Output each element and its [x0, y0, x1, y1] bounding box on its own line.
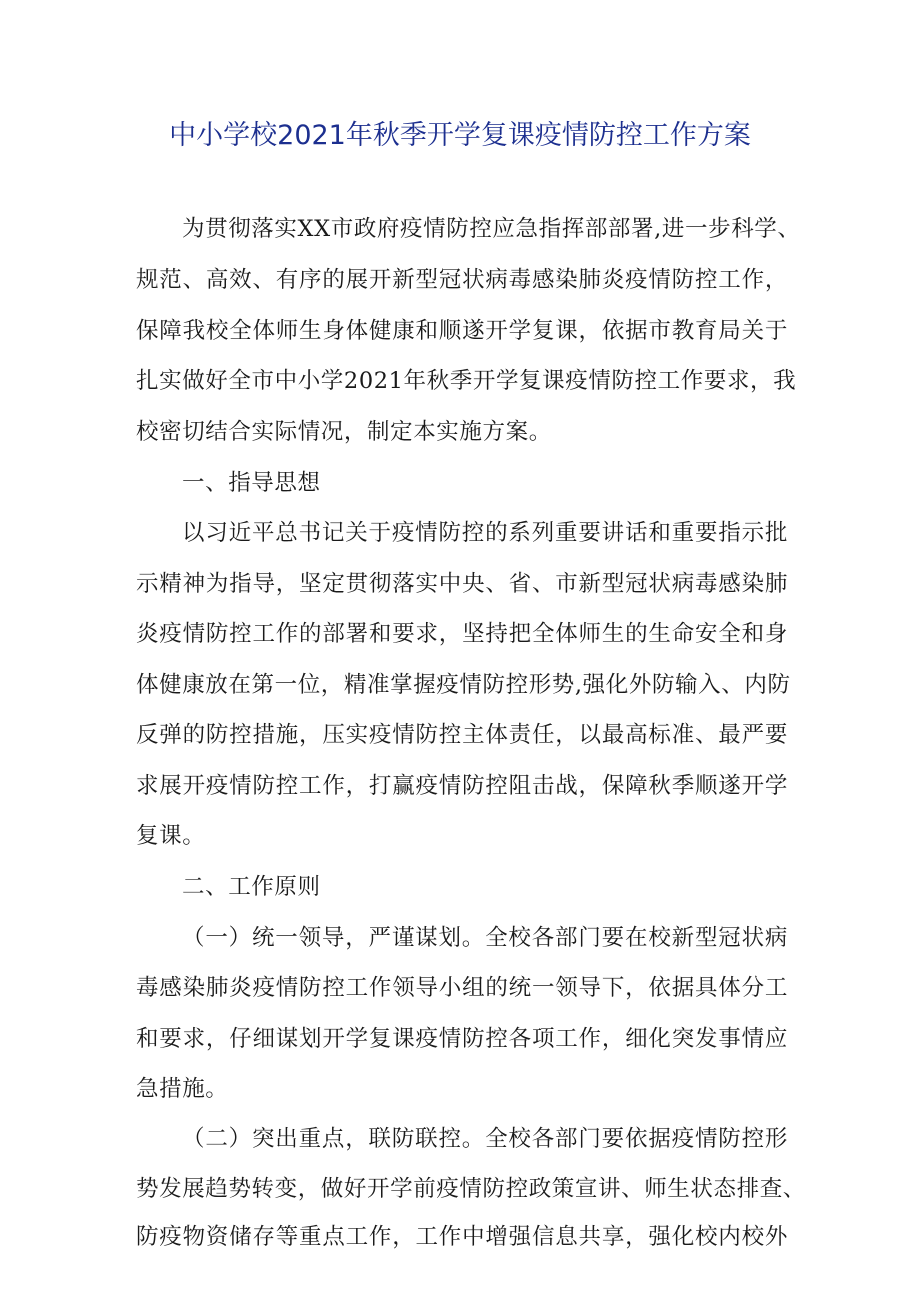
- paragraph-line: 防疫物资储存等重点工作，工作中增强信息共享，强化校内校外: [136, 1224, 788, 1250]
- paragraph-line: 反弹的防控措施，压实疫情防控主体责任，以最高标准、最严要: [136, 722, 788, 748]
- paragraph-line: （一）统一领导，严谨谋划。全校各部门要在校新型冠状病: [182, 925, 788, 951]
- paragraph-line: 为贯彻落实XX市政府疫情防控应急指挥部部署,进一步科学、: [182, 216, 801, 242]
- paragraph-line: （二）突出重点，联防联控。全校各部门要依据疫情防控形: [182, 1126, 788, 1152]
- paragraph-line: 以习近平总书记关于疫情防控的系列重要讲话和重要指示批: [182, 520, 788, 546]
- paragraph-line: 复课。: [136, 823, 206, 849]
- paragraph-line: 扎实做好全市中小学2021年秋季开学复课疫情防控工作要求，我: [136, 368, 797, 394]
- paragraph-line: 规范、高效、有序的展开新型冠状病毒感染肺炎疫情防控工作，: [136, 267, 788, 293]
- paragraph-line: 炎疫情防控工作的部署和要求，坚持把全体师生的生命安全和身: [136, 621, 788, 647]
- paragraph-line: 体健康放在第一位，精准掌握疫情防控形势,强化外防输入、内防: [136, 672, 791, 698]
- paragraph-line: 势发展趋势转变，做好开学前疫情防控政策宣讲、师生状态排查、: [136, 1176, 806, 1202]
- paragraph-line: 急措施。: [136, 1076, 229, 1102]
- paragraph-line: 校密切结合实际情况，制定本实施方案。: [136, 419, 552, 445]
- paragraph-line: 保障我校全体师生身体健康和顺遂开学复课，依据市教育局关于: [136, 318, 788, 344]
- paragraph-line: 求展开疫情防控工作，打赢疫情防控阻击战，保障秋季顺遂开学: [136, 773, 788, 799]
- section-heading: 二、工作原则: [182, 874, 321, 900]
- paragraph-line: 毒感染肺炎疫情防控工作领导小组的统一领导下，依据具体分工: [136, 975, 788, 1001]
- paragraph-line: 和要求，仔细谋划开学复课疫情防控各项工作，细化突发事情应: [136, 1026, 788, 1052]
- document-title: 中小学校2021年秋季开学复课疫情防控工作方案: [169, 120, 751, 151]
- paragraph-line: 示精神为指导，坚定贯彻落实中央、省、市新型冠状病毒感染肺: [136, 571, 788, 597]
- section-heading: 一、指导思想: [182, 470, 321, 496]
